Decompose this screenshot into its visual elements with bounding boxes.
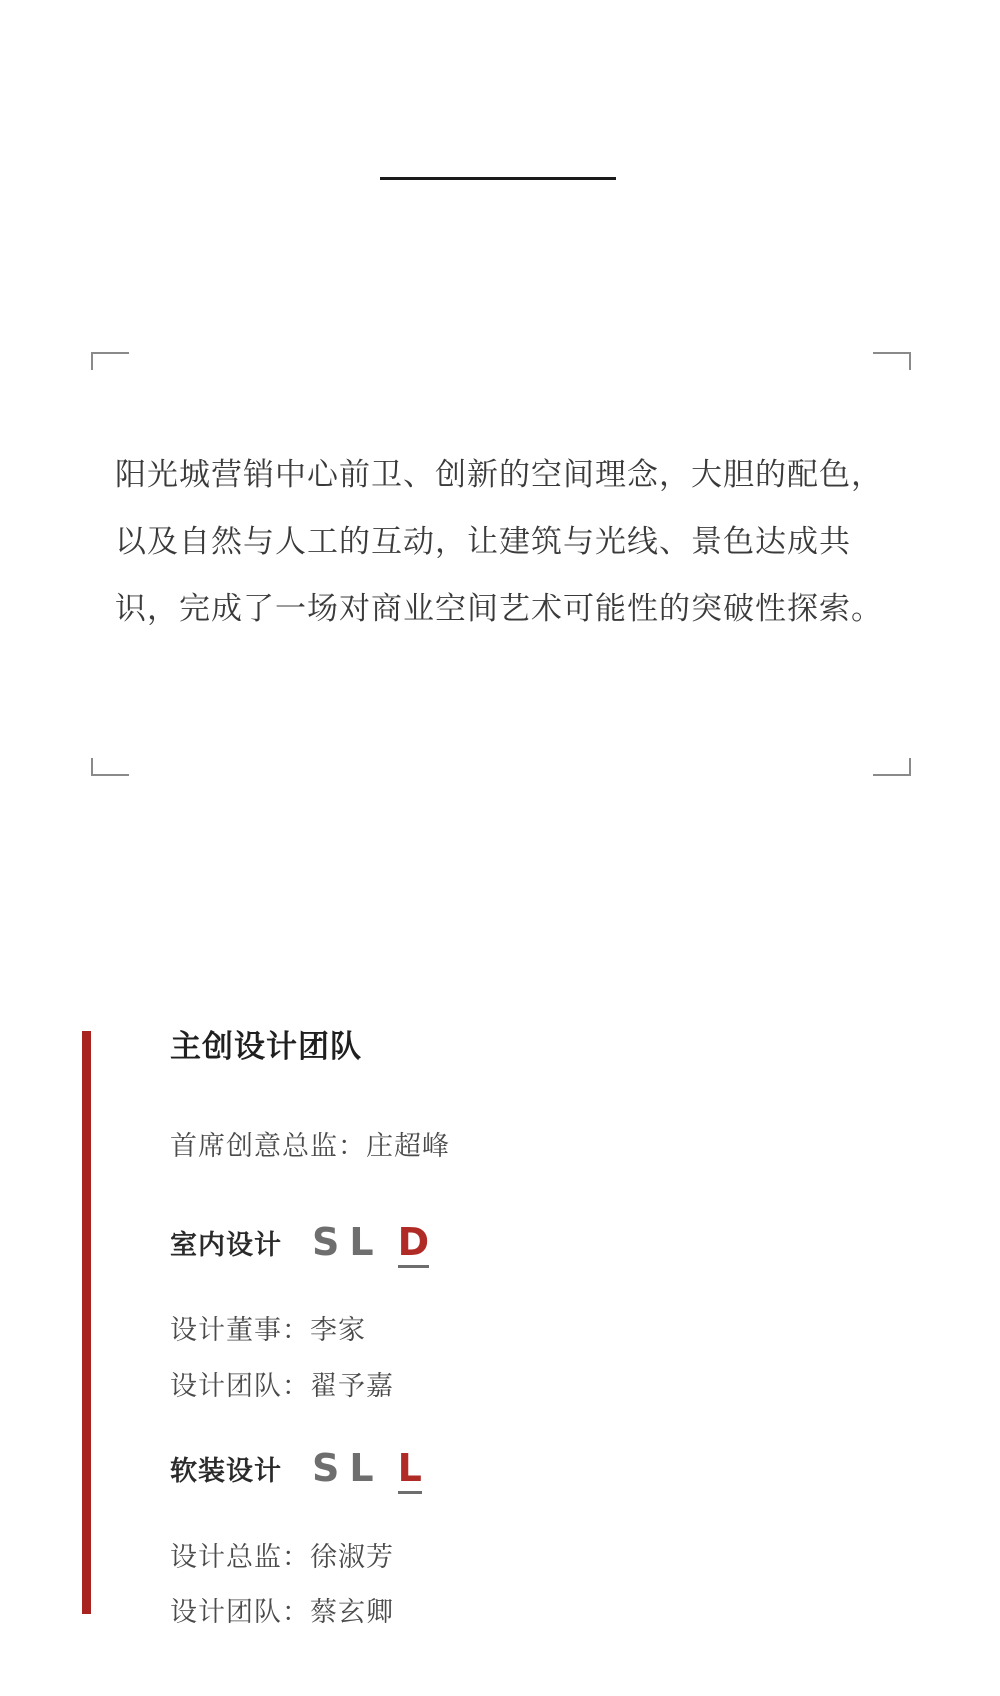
soft-design-header (170, 1448, 422, 1488)
accent-bar (82, 1031, 91, 1614)
corner-bracket-bottom-right (873, 758, 911, 776)
sld-logo (312, 1222, 429, 1262)
corner-bracket-top-left (91, 352, 129, 370)
soft-design-title: 软装设计 (170, 1455, 282, 1487)
top-divider-line (380, 177, 616, 180)
sld-logo-main: SL (312, 1220, 384, 1264)
interior-director-line: 设计董事：李家 (170, 1315, 366, 1346)
soft-team-line: 设计团队：蔡玄卿 (170, 1597, 394, 1628)
interior-design-header (170, 1222, 429, 1262)
interior-team-line: 设计团队：翟予嘉 (170, 1371, 394, 1402)
sll-logo (312, 1448, 422, 1488)
sld-logo-accent: D (397, 1220, 430, 1264)
sll-logo-accent: L (397, 1446, 422, 1490)
interior-design-title: 室内设计 (170, 1229, 282, 1261)
corner-bracket-top-right (873, 352, 911, 370)
team-heading: 主创设计团队 (170, 1029, 362, 1065)
corner-bracket-bottom-left (91, 758, 129, 776)
soft-director-line: 设计总监：徐淑芳 (170, 1542, 394, 1573)
sll-logo-main: SL (312, 1446, 384, 1490)
creative-director-line: 首席创意总监：庄超峰 (170, 1131, 450, 1162)
intro-paragraph: 阳光城营销中心前卫、创新的空间理念，大胆的配色，以及自然与人工的互动，让建筑与光线、景色达成共识，完成了一场对商业空间艺术可能性的突破性探索。 (115, 457, 883, 627)
